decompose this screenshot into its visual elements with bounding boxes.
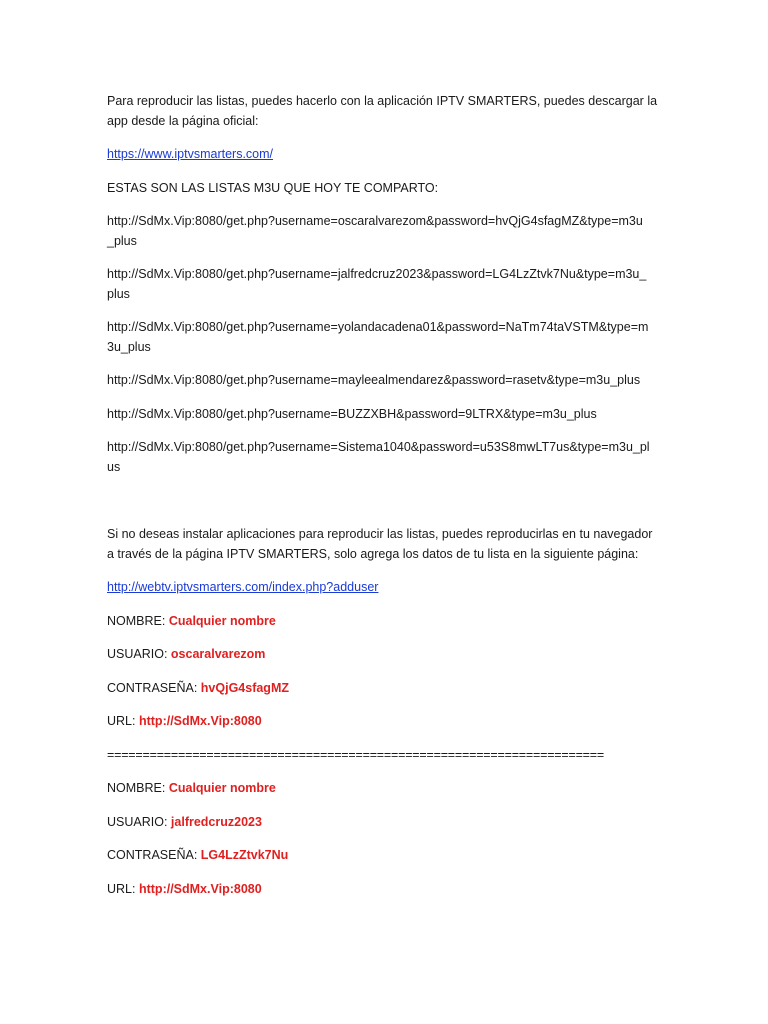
m3u-url-line: http://SdMx.Vip:8080/get.php?username=yolandacadena01&password=NaTm74taVSTM&type=m <box>107 320 649 334</box>
m3u-url-line: _plus <box>107 233 137 248</box>
usuario-value: oscaralvarezom <box>170 647 266 661</box>
m3u-url-line: 3u_plus <box>107 339 151 354</box>
account1-usuario-row <box>107 645 667 665</box>
account2-nombre-row <box>107 779 667 799</box>
m3u-list-item <box>107 265 667 304</box>
m3u-list-item <box>107 371 667 391</box>
m3u-url-line: http://SdMx.Vip:8080/get.php?username=Sistema1040&password=u53S8mwLT7us&type=m3u_pl <box>107 440 650 454</box>
document-page <box>107 92 667 913</box>
official-link-paragraph <box>107 145 667 165</box>
m3u-url-line: http://SdMx.Vip:8080/get.php?username=oscaralvarezom&password=hvQjG4sfagMZ&type=m3u <box>107 214 643 228</box>
m3u-url-line: http://SdMx.Vip:8080/get.php?username=BUZZXBH&password=9LTRX&type=m3u_plus <box>107 406 597 421</box>
nombre-label: NOMBRE: <box>107 781 166 795</box>
nombre-value: Cualquier nombre <box>168 613 276 628</box>
account2-url-row <box>107 880 667 900</box>
contrasena-value: LG4LzZtvk7Nu <box>200 848 289 862</box>
account1-contrasena-row <box>107 679 667 699</box>
url-value: http://SdMx.Vip:8080 <box>138 714 262 728</box>
usuario-value: jalfredcruz2023 <box>170 814 262 829</box>
browser-line: Si no deseas instalar aplicaciones para reproducir las listas, puedes reproducirlas en tu navegador <box>107 527 653 541</box>
m3u-url-line: plus <box>107 286 130 301</box>
webtv-link-paragraph <box>107 578 667 598</box>
url-label: URL: <box>107 714 136 728</box>
browser-line: a través de la página IPTV SMARTERS, solo agrega los datos de tu lista en la siguiente página: <box>107 546 639 561</box>
m3u-list-item <box>107 405 667 425</box>
m3u-list-item <box>107 318 667 357</box>
official-site-link[interactable]: https://www.iptvsmarters.com/ <box>107 147 274 161</box>
lists-heading: ESTAS SON LAS LISTAS M3U QUE HOY TE COMPARTO: <box>107 180 439 195</box>
intro-line: Para reproducir las listas, puedes hacerlo con la aplicación IPTV SMARTERS, puedes descargar la <box>107 94 658 108</box>
m3u-list-item <box>107 212 667 251</box>
contrasena-value: hvQjG4sfagMZ <box>200 680 289 695</box>
m3u-list-item <box>107 438 667 477</box>
nombre-value: Cualquier nombre <box>168 781 276 795</box>
contrasena-label: CONTRASEÑA: <box>107 680 198 695</box>
browser-paragraph <box>107 525 667 564</box>
usuario-label: USUARIO: <box>107 814 168 829</box>
m3u-url-line: us <box>107 459 121 474</box>
intro-paragraph <box>107 92 667 131</box>
usuario-label: USUARIO: <box>107 647 168 661</box>
contrasena-label: CONTRASEÑA: <box>107 848 198 862</box>
account2-usuario-row <box>107 813 667 833</box>
separator-line: ====================================================================== <box>107 747 604 762</box>
account1-nombre-row <box>107 612 667 632</box>
intro-line: app desde la página oficial: <box>107 113 259 128</box>
url-value: http://SdMx.Vip:8080 <box>138 881 262 896</box>
nombre-label: NOMBRE: <box>107 613 166 628</box>
account1-url-row <box>107 712 667 732</box>
webtv-link[interactable]: http://webtv.iptvsmarters.com/index.php?adduser <box>107 580 379 594</box>
url-label: URL: <box>107 881 136 896</box>
m3u-url-line: http://SdMx.Vip:8080/get.php?username=jalfredcruz2023&password=LG4LzZtvk7Nu&type=m3u_ <box>107 267 647 281</box>
account2-contrasena-row <box>107 846 667 866</box>
m3u-url-line: http://SdMx.Vip:8080/get.php?username=mayleealmendarez&password=rasetv&type=m3u_plus <box>107 373 641 387</box>
blank-space <box>107 491 667 525</box>
